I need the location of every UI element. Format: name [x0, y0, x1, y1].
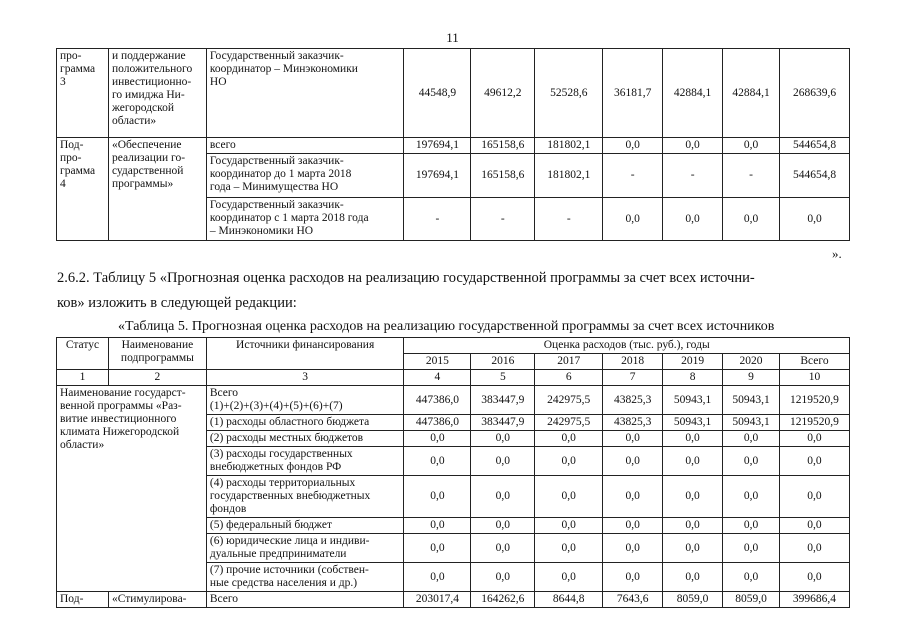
top-table [56, 48, 850, 241]
value-cell: 0,0 [404, 476, 471, 518]
header-year: 2019 [663, 354, 723, 370]
value-cell: 203017,4 [404, 592, 471, 608]
table-5 [56, 337, 850, 608]
value-cell: 181802,1 [535, 138, 603, 154]
value-cell: 181802,1 [535, 154, 603, 198]
value-cell: 0,0 [603, 431, 663, 447]
total-cell: 0,0 [779, 563, 849, 592]
value-cell: 50943,1 [723, 415, 780, 431]
header-year: 2018 [603, 354, 663, 370]
total-cell: 268639,6 [780, 49, 850, 138]
table-row [57, 49, 850, 138]
value-cell: 0,0 [723, 518, 780, 534]
value-cell: 50943,1 [663, 415, 723, 431]
total-cell: 544654,8 [780, 138, 850, 154]
value-cell: 49612,2 [471, 49, 535, 138]
value-cell: - [663, 154, 723, 198]
value-cell: 242975,5 [535, 386, 603, 415]
column-number: 5 [471, 370, 535, 386]
value-cell: 0,0 [404, 518, 471, 534]
header-year: 2017 [535, 354, 603, 370]
column-number: 4 [404, 370, 471, 386]
subprogram-name-cell: «Обеспечение реализации го- сударственной программы» [108, 138, 206, 241]
value-cell: - [603, 154, 663, 198]
source-cell: Всего (1)+(2)+(3)+(4)+(5)+(6)+(7) [206, 386, 404, 415]
value-cell: 0,0 [723, 431, 780, 447]
source-cell: (4) расходы территориальных государственных внебюджетных фондов [206, 476, 404, 518]
value-cell: 383447,9 [471, 415, 535, 431]
value-cell: 0,0 [723, 138, 780, 154]
value-cell: 0,0 [535, 447, 603, 476]
source-cell: Государственный заказчик- координатор – Минэкономики НО [206, 49, 404, 138]
column-number: 2 [108, 370, 206, 386]
total-cell: 0,0 [779, 476, 849, 518]
total-cell: 0,0 [779, 534, 849, 563]
column-number: 10 [779, 370, 849, 386]
header-sources: Источники финансирования [206, 338, 404, 370]
header-subprogram-name: Наименование подпрограммы [108, 338, 206, 370]
source-cell: (5) федеральный бюджет [206, 518, 404, 534]
total-cell: 0,0 [780, 198, 850, 241]
column-number-row [57, 370, 850, 386]
table-row [57, 592, 850, 608]
value-cell: 0,0 [723, 198, 780, 241]
value-cell: 0,0 [723, 563, 780, 592]
status-cell: Под- [57, 592, 109, 608]
column-number: 7 [603, 370, 663, 386]
value-cell: 197694,1 [404, 138, 471, 154]
source-cell: Государственный заказчик- координатор с 1 марта 2018 года – Минэкономики НО [206, 198, 404, 241]
value-cell: 0,0 [663, 518, 723, 534]
value-cell: 0,0 [535, 563, 603, 592]
value-cell: 242975,5 [535, 415, 603, 431]
column-number: 3 [206, 370, 404, 386]
value-cell: 0,0 [603, 198, 663, 241]
value-cell: 0,0 [603, 447, 663, 476]
source-cell: (7) прочие источники (собствен- ные средства населения и др.) [206, 563, 404, 592]
value-cell: 165158,6 [471, 154, 535, 198]
value-cell: 0,0 [663, 138, 723, 154]
value-cell: 447386,0 [404, 386, 471, 415]
column-number: 1 [57, 370, 109, 386]
column-number: 9 [723, 370, 780, 386]
value-cell: - [471, 198, 535, 241]
value-cell: 0,0 [404, 534, 471, 563]
source-cell: (1) расходы областного бюджета [206, 415, 404, 431]
value-cell: - [404, 198, 471, 241]
table-row [57, 138, 850, 154]
table-caption: «Таблица 5. Прогнозная оценка расходов на реализацию государственной программы за счет всех источников [118, 319, 775, 334]
value-cell: 0,0 [535, 534, 603, 563]
value-cell: 0,0 [535, 476, 603, 518]
value-cell: 0,0 [471, 518, 535, 534]
header-total: Всего [779, 354, 849, 370]
closing-quote-mark: ». [832, 246, 842, 261]
value-cell: - [723, 154, 780, 198]
total-cell: 0,0 [779, 518, 849, 534]
source-cell: (3) расходы государственных внебюджетных фондов РФ [206, 447, 404, 476]
source-cell: Государственный заказчик- координатор до 1 марта 2018 года – Минимущества НО [206, 154, 404, 198]
total-cell: 1219520,9 [779, 415, 849, 431]
source-cell: (2) расходы местных бюджетов [206, 431, 404, 447]
value-cell: 0,0 [471, 431, 535, 447]
value-cell: 36181,7 [603, 49, 663, 138]
value-cell: 0,0 [603, 138, 663, 154]
value-cell: 383447,9 [471, 386, 535, 415]
value-cell: 0,0 [404, 431, 471, 447]
value-cell: 197694,1 [404, 154, 471, 198]
value-cell: 8644,8 [535, 592, 603, 608]
value-cell: 43825,3 [603, 415, 663, 431]
subprogram-name-cell: «Стимулирова- [108, 592, 206, 608]
subprogram-name-cell: и поддержание положительного инвестиционно- го имиджа Ни- жегородской области» [108, 49, 206, 138]
total-cell: 399686,4 [779, 592, 849, 608]
value-cell: 0,0 [723, 534, 780, 563]
status-cell: Под- про- грамма 4 [57, 138, 109, 241]
value-cell: 42884,1 [663, 49, 723, 138]
value-cell: 0,0 [603, 518, 663, 534]
total-cell: 544654,8 [780, 154, 850, 198]
table-row [57, 386, 850, 415]
value-cell: 0,0 [535, 431, 603, 447]
value-cell: 0,0 [603, 476, 663, 518]
value-cell: 165158,6 [471, 138, 535, 154]
source-cell: Всего [206, 592, 404, 608]
header-estimate: Оценка расходов (тыс. руб.), годы [404, 338, 850, 354]
value-cell: 0,0 [471, 476, 535, 518]
value-cell: 0,0 [404, 447, 471, 476]
header-year: 2015 [404, 354, 471, 370]
value-cell: 0,0 [663, 563, 723, 592]
source-cell: (6) юридические лица и индиви- дуальные предприниматели [206, 534, 404, 563]
value-cell: 43825,3 [603, 386, 663, 415]
value-cell: 8059,0 [663, 592, 723, 608]
value-cell: 8059,0 [723, 592, 780, 608]
value-cell: 0,0 [723, 447, 780, 476]
value-cell: 0,0 [663, 431, 723, 447]
value-cell: 164262,6 [471, 592, 535, 608]
value-cell: - [535, 198, 603, 241]
value-cell: 0,0 [471, 563, 535, 592]
value-cell: 44548,9 [404, 49, 471, 138]
value-cell: 0,0 [535, 518, 603, 534]
header-year: 2016 [471, 354, 535, 370]
total-cell: 1219520,9 [779, 386, 849, 415]
value-cell: 0,0 [471, 534, 535, 563]
header-row [57, 338, 850, 354]
column-number: 6 [535, 370, 603, 386]
value-cell: 0,0 [663, 198, 723, 241]
value-cell: 0,0 [471, 447, 535, 476]
value-cell: 0,0 [663, 447, 723, 476]
value-cell: 0,0 [603, 534, 663, 563]
value-cell: 52528,6 [535, 49, 603, 138]
total-cell: 0,0 [779, 431, 849, 447]
value-cell: 0,0 [663, 476, 723, 518]
header-status: Статус [57, 338, 109, 370]
value-cell: 50943,1 [723, 386, 780, 415]
value-cell: 0,0 [723, 476, 780, 518]
header-year: 2020 [723, 354, 780, 370]
paragraph-line: ков» изложить в следующей редакции: [57, 295, 297, 311]
page-number: 11 [446, 30, 459, 45]
total-cell: 0,0 [779, 447, 849, 476]
source-cell: всего [206, 138, 404, 154]
value-cell: 0,0 [404, 563, 471, 592]
status-cell: про- грамма 3 [57, 49, 109, 138]
column-number: 8 [663, 370, 723, 386]
paragraph-line: 2.6.2. Таблицу 5 «Прогнозная оценка расходов на реализацию государственной программы за счет всех источни- [57, 270, 755, 286]
value-cell: 447386,0 [404, 415, 471, 431]
value-cell: 50943,1 [663, 386, 723, 415]
value-cell: 7643,6 [603, 592, 663, 608]
program-name-cell: Наименование государст- венной программы «Раз- витие инвестиционного климата Нижегородской области» [57, 386, 207, 592]
value-cell: 0,0 [603, 563, 663, 592]
value-cell: 42884,1 [723, 49, 780, 138]
value-cell: 0,0 [663, 534, 723, 563]
